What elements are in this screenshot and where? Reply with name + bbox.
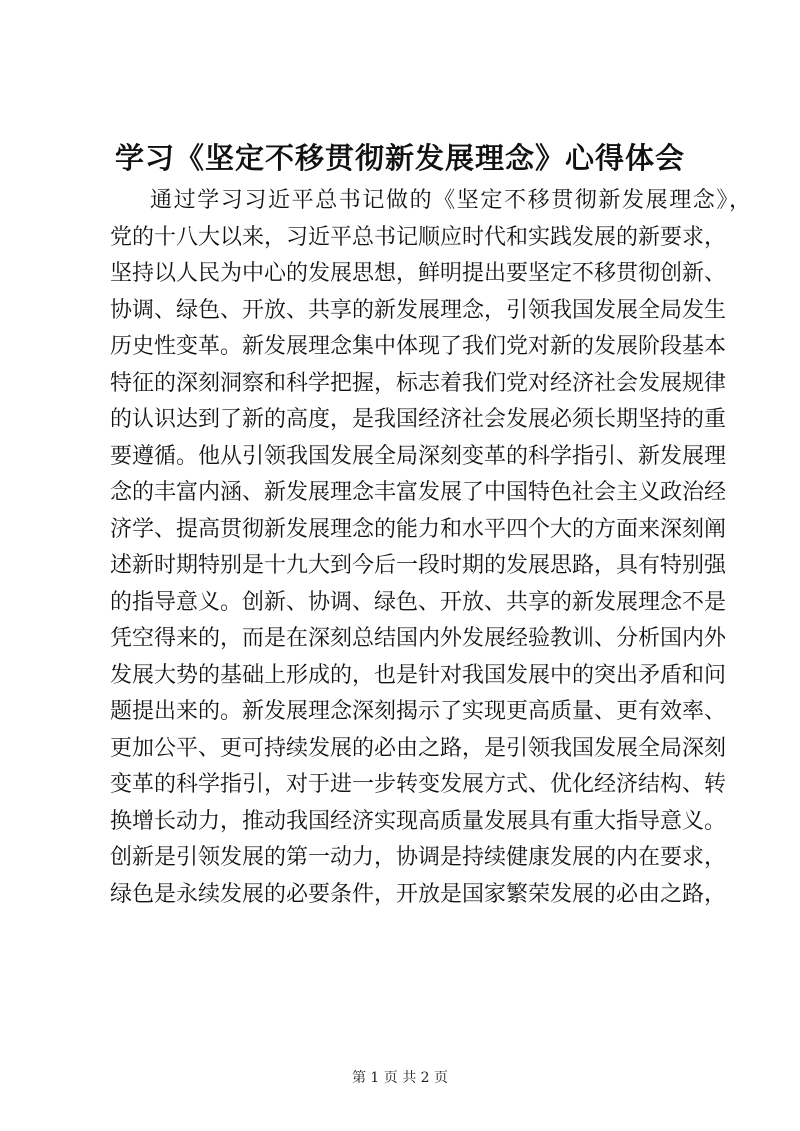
- document-body: [110, 183, 753, 913]
- text-line: [110, 694, 727, 731]
- text-line-content: 绿色是永续发展的必要条件，开放是国家繁荣发展的必由之路，: [110, 881, 727, 907]
- page-footer: [0, 1068, 800, 1088]
- text-line-content: 更加公平、更可持续发展的必由之路，是引领我国发展全局深刻: [110, 735, 727, 761]
- text-line-content: 济学、提高贯彻新发展理念的能力和水平四个大的方面来深刻阐: [110, 516, 727, 542]
- text-line-content: 党的十八大以来，习近平总书记顺应时代和实践发展的新要求，: [110, 224, 727, 250]
- text-line-content: 变革的科学指引，对于进一步转变发展方式、优化经济结构、转: [110, 772, 727, 797]
- text-line: [110, 877, 727, 914]
- text-line: [110, 220, 727, 257]
- text-line-content: 念的丰富内涵、新发展理念丰富发展了中国特色社会主义政治经: [110, 480, 727, 505]
- text-line: [110, 402, 727, 439]
- text-line: [110, 658, 727, 695]
- text-line: [110, 621, 727, 658]
- text-line-content: 题提出来的。新发展理念深刻揭示了实现更高质量、更有效率、: [110, 699, 727, 724]
- text-line-content: 凭空得来的，而是在深刻总结国内外发展经验教训、分析国内外: [110, 626, 727, 651]
- text-line-content: 通过学习习近平总书记做的《坚定不移贯彻新发展理念》，: [150, 188, 753, 213]
- text-line: [110, 293, 727, 330]
- text-line: [110, 183, 753, 220]
- text-line-content: 协调、绿色、开放、共享的新发展理念，引领我国发展全局发生: [110, 297, 727, 323]
- text-line: [110, 329, 727, 366]
- text-line-content: 要遵循。他从引领我国发展全局深刻变革的科学指引、新发展理: [110, 443, 727, 469]
- text-line: [110, 548, 727, 585]
- text-line: [110, 475, 727, 512]
- text-line-content: 的认识达到了新的高度，是我国经济社会发展必须长期坚持的重: [110, 407, 727, 432]
- text-line-content: 创新是引领发展的第一动力，协调是持续健康发展的内在要求，: [110, 845, 727, 870]
- text-line-content: 发展大势的基础上形成的，也是针对我国发展中的突出矛盾和问: [110, 662, 727, 688]
- text-line-content: 述新时期特别是十九大到今后一段时期的发展思路，具有特别强: [110, 553, 727, 578]
- text-line-content: 的指导意义。创新、协调、绿色、开放、共享的新发展理念不是: [110, 589, 727, 615]
- text-line: [110, 256, 727, 293]
- text-line-content: 特征的深刻洞察和科学把握，标志着我们党对经济社会发展规律: [110, 370, 727, 396]
- text-line: [110, 366, 727, 403]
- text-line: [110, 585, 727, 622]
- text-line: [110, 512, 727, 549]
- text-line: [110, 804, 727, 841]
- page-number-label: 第 1 页 共 2 页: [351, 1070, 449, 1086]
- text-line-content: 坚持以人民为中心的发展思想，鲜明提出要坚定不移贯彻创新、: [110, 261, 727, 286]
- text-line-content: 历史性变革。新发展理念集中体现了我们党对新的发展阶段基本: [110, 334, 727, 359]
- text-line-content: 换增长动力，推动我国经济实现高质量发展具有重大指导意义。: [110, 808, 727, 834]
- text-line: [110, 840, 727, 877]
- document-title: 学习《坚定不移贯彻新发展理念》心得体会: [114, 141, 685, 175]
- text-line: [110, 767, 727, 804]
- text-line: [110, 731, 727, 768]
- text-line: [110, 439, 727, 476]
